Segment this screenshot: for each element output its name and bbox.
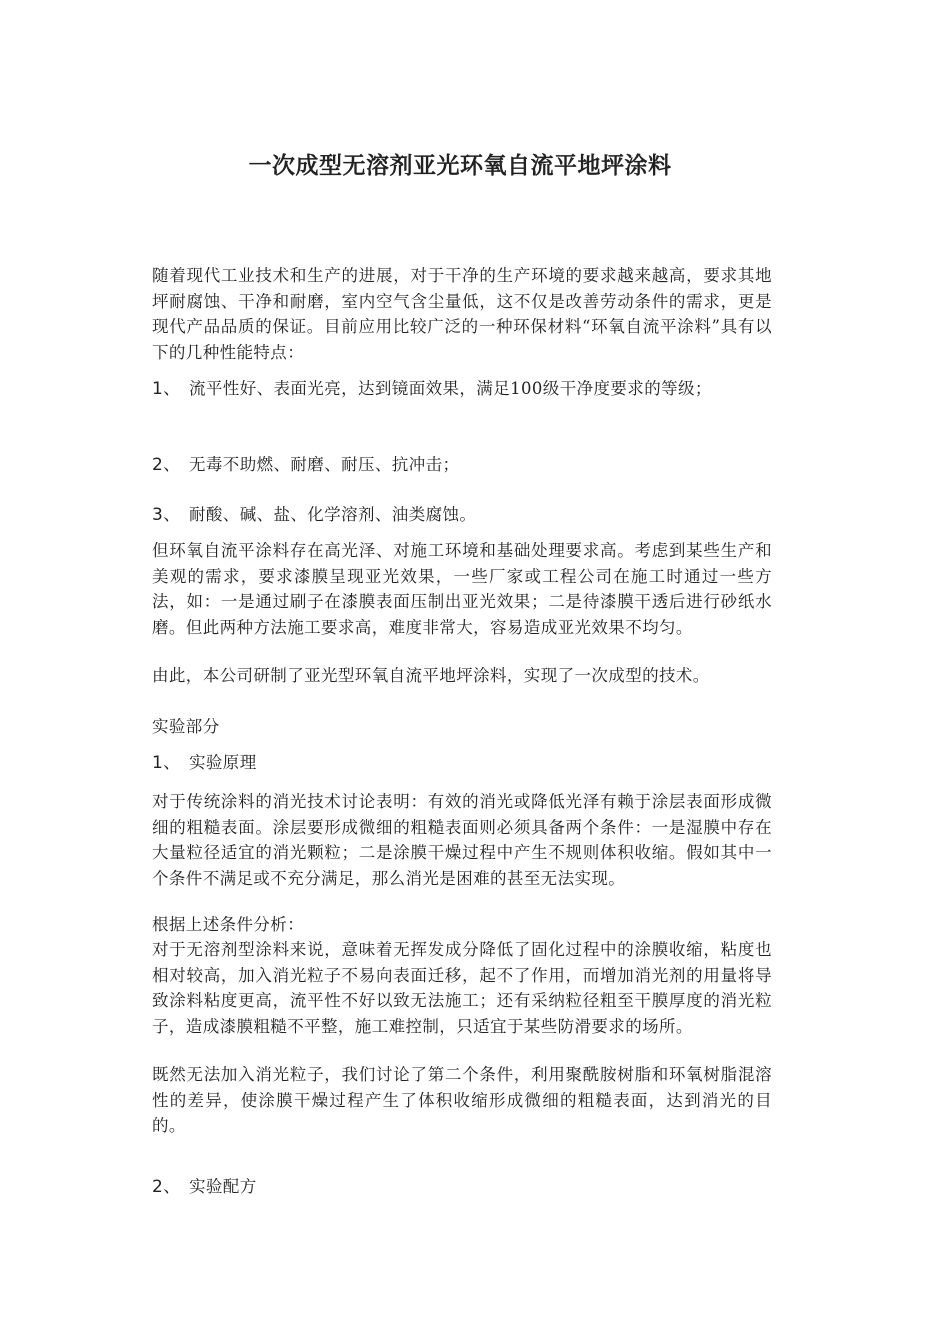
section-number: 1、: [152, 753, 181, 773]
principle-paragraph: 对于传统涂料的消光技术讨论表明：有效的消光或降低光泽有赖于涂层表面形成微细的粗糙表面。涂层要形成微细的粗糙表面则必须具备两个条件：一是湿膜中存在大量粒径适宜的消光颗粒；二是涂膜干燥过程中产生不规则体积收缩。假如其中一个条件不满足或不充分满足，那么消光是困难的甚至无法实现。: [152, 792, 772, 888]
feature-number: 3、: [152, 505, 181, 525]
feature-number: 2、: [152, 455, 181, 475]
feature-text: 耐酸、碱、盐、化学溶剂、油类腐蚀。: [189, 505, 477, 524]
intro-paragraph: 随着现代工业技术和生产的进展，对于干净的生产环境的要求越来越高，要求其地坪耐腐蚀、干净和耐磨，室内空气含尘量低，这不仅是改善劳动条件的需求，更是现代产品品质的保证。目前应用比较广泛的一种环保材料“环氧自流平涂料”具有以下的几种性能特点：: [152, 266, 772, 362]
feature-item-1: [152, 370, 772, 408]
feature-text: 流平性好、表面光亮，达到镜面效果，满足100级干净度要求的等级；: [189, 379, 712, 398]
feature-number: 1、: [152, 379, 181, 399]
section-number: 2、: [152, 1177, 181, 1197]
analysis-paragraph: 对于无溶剂型涂料来说，意味着无挥发成分降低了固化过程中的涂膜收缩，粘度也相对较高，加入消光粒子不易向表面迁移，起不了作用，而增加消光剂的用量将导致涂料粘度更高，流平性不好以致无法施工；还有采纳粒径粗至干膜厚度的消光粒子，造成漆膜粗糙不平整，施工难控制，只适宜于某些防滑要求的场所。: [152, 940, 772, 1036]
conclusion-paragraph: 既然无法加入消光粒子，我们讨论了第二个条件，利用聚酰胺树脂和环氧树脂混溶性的差异，使涂膜干燥过程产生了体积收缩形成微细的粗糙表面，达到消光的目的。: [152, 1065, 772, 1135]
feature-text: 无毒不助燃、耐磨、耐压、抗冲击；: [189, 455, 460, 474]
solution-paragraph: 由此，本公司研制了亚光型环氧自流平地坪涂料，实现了一次成型的技术。: [152, 666, 710, 685]
section-heading-2: [152, 1168, 772, 1206]
analysis-label: 根据上述条件分析：: [152, 915, 305, 934]
problem-paragraph: 但环氧自流平涂料存在高光泽、对施工环境和基础处理要求高。考虑到某些生产和美观的需求，要求漆膜呈现亚光效果，一些厂家或工程公司在施工时通过一些方法，如：一是通过刷子在漆膜表面压制出亚光效果；二是待漆膜干透后进行砂纸水磨。但此两种方法施工要求高，难度非常大，容易造成亚光效果不均匀。: [152, 541, 772, 637]
section-heading-1: [152, 744, 772, 782]
feature-item-2: [152, 446, 772, 484]
feature-item-3: [152, 496, 772, 534]
section-heading-text: 实验配方: [189, 1177, 257, 1196]
section-heading-text: 实验原理: [189, 753, 257, 772]
document-title: 一次成型无溶剂亚光环氧自流平地坪涂料: [248, 152, 672, 179]
section-label: 实验部分: [152, 717, 220, 736]
